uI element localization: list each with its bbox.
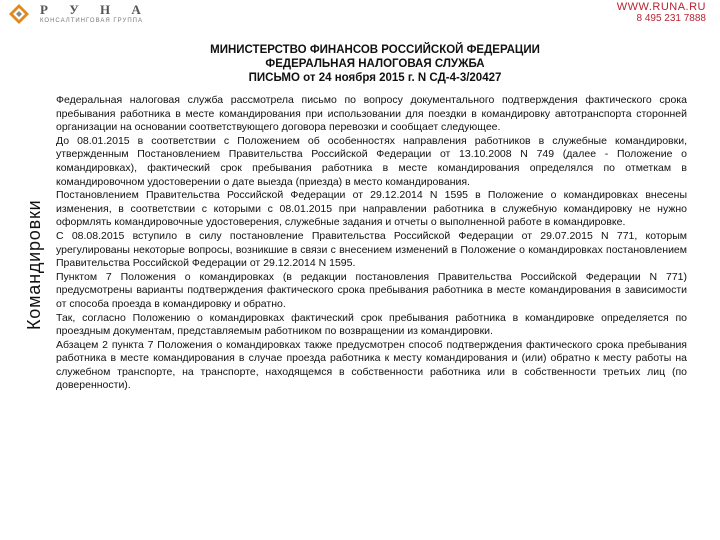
phone-number: 8 495 231 7888 — [636, 13, 706, 24]
page-header — [0, 0, 720, 30]
service-heading: ФЕДЕРАЛЬНАЯ НАЛОГОВАЯ СЛУЖБА — [265, 58, 485, 70]
document-heading — [150, 43, 600, 85]
website-url[interactable]: WWW.RUNA.RU — [616, 1, 706, 13]
ministry-heading: МИНИСТЕРСТВО ФИНАНСОВ РОССИЙСКОЙ ФЕДЕРАЦИИ — [210, 44, 540, 56]
paragraph: Пунктом 7 Положения о командировках (в редакции постановления Правительства Российской Федерации N 771) предусмотрены варианты подтверждения фактического срока пребывания работника в месте командирования в зависимости от способа проезда в командировку и обратно. — [56, 270, 687, 310]
paragraph: С 08.08.2015 вступило в силу постановление Правительства Российской Федерации от 29.07.2015 N 771, которым урегулированы некоторые вопросы, возникшие в связи с внесением изменений в Положение о командировках постановлением Правительства Российской Федерации от 29.12.2014 N 1595. — [56, 229, 687, 270]
brand-subtitle: КОНСАЛТИНГОВАЯ ГРУППА — [40, 18, 143, 24]
sidebar-title-text: Командировки — [24, 199, 44, 330]
paragraph: До 08.01.2015 в соответствии с Положением об особенностях направления работников в служебные командировки, утвержденным Постановлением Правительства Российской Федерации от 13.10.2008 N 749 (далее - Положение о командировках), фактический срок пребывания работника в месте командирования определялся по отметкам в командировочном удостоверении о дате выезда (приезда) в место командирования. — [56, 134, 687, 188]
brand-name: Р У Н А — [40, 2, 150, 17]
runa-logo-icon — [8, 3, 30, 25]
paragraph: Постановлением Правительства Российской Федерации от 29.12.2014 N 1595 в Положение о командировках внесены изменения, в соответствии с которыми с 08.01.2015 при направлении работника в служебную командировку не нужно оформлять командировочные удостоверения, служебные задания и отчеты о выполненной работе в командировке. — [56, 189, 687, 229]
document-body — [56, 94, 687, 393]
letter-heading: ПИСЬМО от 24 ноября 2015 г. N СД-4-3/20427 — [248, 72, 502, 84]
paragraph: Федеральная налоговая служба рассмотрела письмо по вопросу документального подтверждения фактического срока пребывания работника в месте командирования при использовании для поездки в командировку автотранспорта сторонней организации на основании соответствующего договора перевозки и сообщает следующее. — [56, 94, 687, 134]
contact-info — [617, 2, 706, 24]
paragraph: Так, согласно Положению о командировках фактический срок пребывания работника в командировке определяется по проездным документам, представляемым работником по возвращении из командировки. — [56, 311, 687, 338]
paragraph: Абзацем 2 пункта 7 Положения о командировках также предусмотрен способ подтверждения фактического срока пребывания работника в месте командирования в случае проезда работника к месту командирования и (или) обратно к месту работы на служебном транспорте, на транспорте, находящемся в собственности работника или в собственности третьих лиц (по доверенности). — [56, 338, 687, 392]
